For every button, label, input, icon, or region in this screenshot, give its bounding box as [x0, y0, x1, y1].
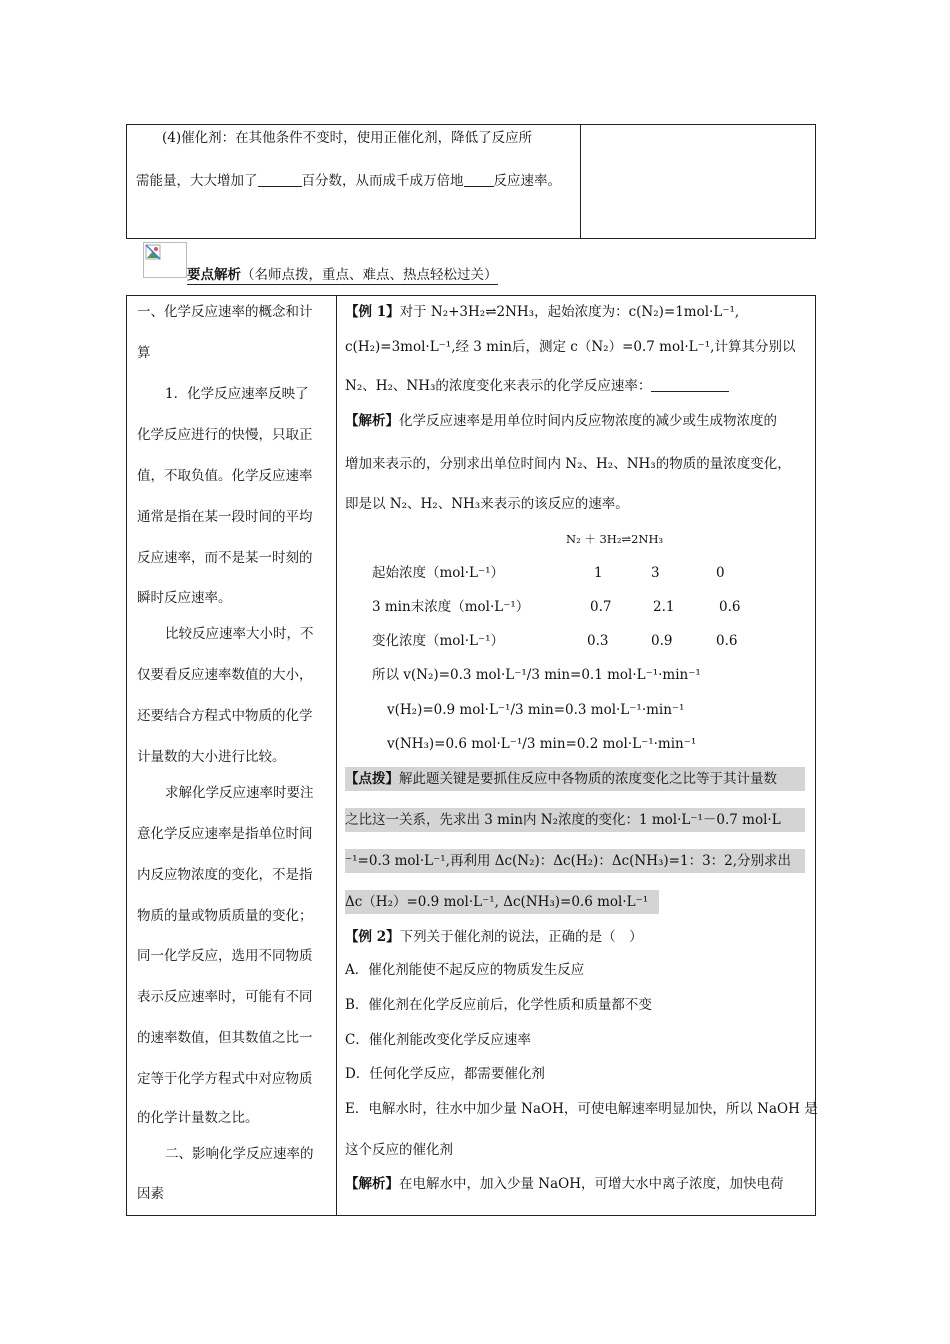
tip-line-4: Δc（H₂）=0.9 mol·L⁻¹, Δc(NH₃)=0.6 mol·L⁻¹: [345, 894, 649, 910]
analysis-line-1: [345, 411, 777, 431]
left-line-10: 仅要看反应速率数值的大小，: [137, 667, 313, 683]
left-line-13: 求解化学反应速率时要注: [165, 785, 314, 801]
catalyst-line-2c: 反应速率。: [493, 173, 561, 189]
analysis2-tag: 【解析】: [345, 1176, 399, 1192]
left-line-3: 1．化学反应速率反映了: [165, 386, 309, 402]
fill-blank-1[interactable]: [258, 173, 302, 187]
tip-line-2: 之比这一关系，先求出 3 min内 N₂浓度的变化：1 mol·L⁻¹－0.7 mol·L: [345, 812, 781, 828]
calc-nh3: v(NH₃)=0.6 mol·L⁻¹/3 min=0.2 mol·L⁻¹·min⁻¹: [387, 736, 697, 752]
left-line-8: 瞬时反应速率。: [137, 590, 232, 606]
left-line-5: 值，不取负值。化学反应速率: [137, 468, 313, 484]
section-title: 要点解析: [187, 267, 241, 283]
example1-line-3: [345, 376, 729, 396]
analysis2-text-1: 在电解水中，加入少量 NaOH，可增大水中离子浓度，加快电荷: [399, 1176, 784, 1192]
row-initial-v1: 1: [594, 565, 603, 581]
left-line-4: 化学反应进行的快慢，只取正: [137, 427, 313, 443]
catalyst-line-2b: 百分数，从而成千成万倍地: [301, 173, 464, 189]
example2-text: 下列关于催化剂的说法，正确的是（ ）: [399, 929, 643, 945]
left-line-19: 的速率数值，但其数值之比一: [137, 1030, 313, 1046]
reaction-equation: N₂ ＋ 3H₂⇌2NH₃: [566, 532, 664, 546]
option-d: D．任何化学反应，都需要催化剂: [345, 1066, 545, 1082]
left-line-1: 一、化学反应速率的概念和计: [137, 304, 313, 320]
left-line-6: 通常是指在某一段时间的平均: [137, 509, 313, 525]
left-line-18: 表示反应速率时，可能有不同: [137, 989, 313, 1005]
tip-tag: 【点拨】: [345, 771, 399, 787]
example2-tag: 【例 2】: [345, 929, 400, 945]
left-line-17: 同一化学反应，选用不同物质: [137, 948, 313, 964]
left-line-11: 还要结合方程式中物质的化学: [137, 708, 313, 724]
left-line-7: 反应速率，而不是某一时刻的: [137, 550, 313, 566]
tip-text-1: 解此题关键是要抓住反应中各物质的浓度变化之比等于其计量数: [399, 771, 777, 787]
example2-question: [345, 927, 643, 947]
option-b: B．催化剂在化学反应前后，化学性质和质量都不变: [345, 997, 652, 1013]
image-placeholder-icon: [144, 243, 186, 277]
example1-text-1: 对于 N₂+3H₂⇌2NH₃，起始浓度为：c(N₂)=1mol·L⁻¹,: [399, 304, 740, 320]
analysis-text-1: 化学反应速率是用单位时间内反应物浓度的减少或生成物浓度的: [399, 413, 777, 429]
left-line-22: 二、影响化学反应速率的: [165, 1146, 314, 1162]
row-change-v1: 0.3: [587, 633, 609, 649]
answer-blank[interactable]: [651, 378, 729, 392]
example1-text-3: N₂、H₂、NH₃的浓度变化来表示的化学反应速率：: [345, 378, 652, 394]
left-line-21: 的化学计量数之比。: [137, 1110, 259, 1126]
row-initial-v3: 0: [716, 565, 725, 581]
analysis2-line-1: [345, 1174, 784, 1194]
option-a: A．催化剂能使不起反应的物质发生反应: [345, 962, 585, 978]
left-line-14: 意化学反应速率是指单位时间: [137, 826, 313, 842]
section-header: [187, 266, 498, 285]
catalyst-line-1: (4)催化剂：在其他条件不变时，使用正催化剂，降低了反应所: [162, 130, 533, 146]
row-change-v2: 0.9: [651, 633, 673, 649]
row-change-label: 变化浓度（mol·L⁻¹）: [372, 633, 505, 649]
analysis-tag: 【解析】: [345, 413, 399, 429]
left-line-15: 内反应物浓度的变化，不是指: [137, 867, 313, 883]
example1-tag: 【例 1】: [345, 304, 400, 320]
example1-line-1: [345, 302, 739, 322]
left-line-23: 因素: [137, 1186, 164, 1202]
row-final-v1: 0.7: [590, 599, 612, 615]
option-c: C．催化剂能改变化学反应速率: [345, 1032, 531, 1048]
left-line-16: 物质的量或物质质量的变化；: [137, 908, 313, 924]
row-final-label: 3 min末浓度（mol·L⁻¹）: [372, 599, 530, 615]
broken-image-icon: [143, 242, 187, 278]
example1-line-2: c(H₂)=3mol·L⁻¹,经 3 min后，测定 c（N₂）=0.7 mol·L⁻¹,计算其分别以: [345, 339, 796, 355]
tip-line-3: ⁻¹=0.3 mol·L⁻¹,再利用 Δc(N₂)：Δc(H₂)：Δc(NH₃)=1：3：2,分别求出: [345, 853, 792, 869]
row-initial-v2: 3: [651, 565, 660, 581]
top-table-divider: [580, 125, 581, 238]
calc-h2: v(H₂)=0.9 mol·L⁻¹/3 min=0.3 mol·L⁻¹·min⁻¹: [387, 702, 685, 718]
calc-n2: 所以 v(N₂)=0.3 mol·L⁻¹/3 min=0.1 mol·L⁻¹·min⁻¹: [372, 667, 701, 683]
analysis-line-2: 增加来表示的，分别求出单位时间内 N₂、H₂、NH₃的物质的量浓度变化，: [345, 456, 791, 472]
option-e-line-1: E．电解水时，往水中加少量 NaOH，可使电解速率明显加快，所以 NaOH 是: [345, 1101, 818, 1117]
catalyst-line-2: [136, 171, 561, 191]
left-line-2: 算: [137, 345, 151, 361]
catalyst-line-2a: 需能量，大大增加了: [136, 173, 258, 189]
main-table-divider: [336, 296, 337, 1215]
section-subtitle: （名师点拨，重点、难点、热点轻松过关）: [241, 267, 498, 283]
option-e-line-2: 这个反应的催化剂: [345, 1142, 453, 1158]
left-line-9: 比较反应速率大小时，不: [165, 626, 314, 642]
row-final-v3: 0.6: [719, 599, 741, 615]
left-line-12: 计量数的大小进行比较。: [137, 749, 286, 765]
row-initial-label: 起始浓度（mol·L⁻¹）: [372, 565, 505, 581]
row-change-v3: 0.6: [716, 633, 738, 649]
row-final-v2: 2.1: [653, 599, 675, 615]
analysis-line-3: 即是以 N₂、H₂、NH₃来表示的该反应的速率。: [345, 496, 629, 512]
tip-line-1: [345, 769, 777, 789]
fill-blank-2[interactable]: [464, 173, 494, 187]
left-line-20: 定等于化学方程式中对应物质: [137, 1071, 313, 1087]
